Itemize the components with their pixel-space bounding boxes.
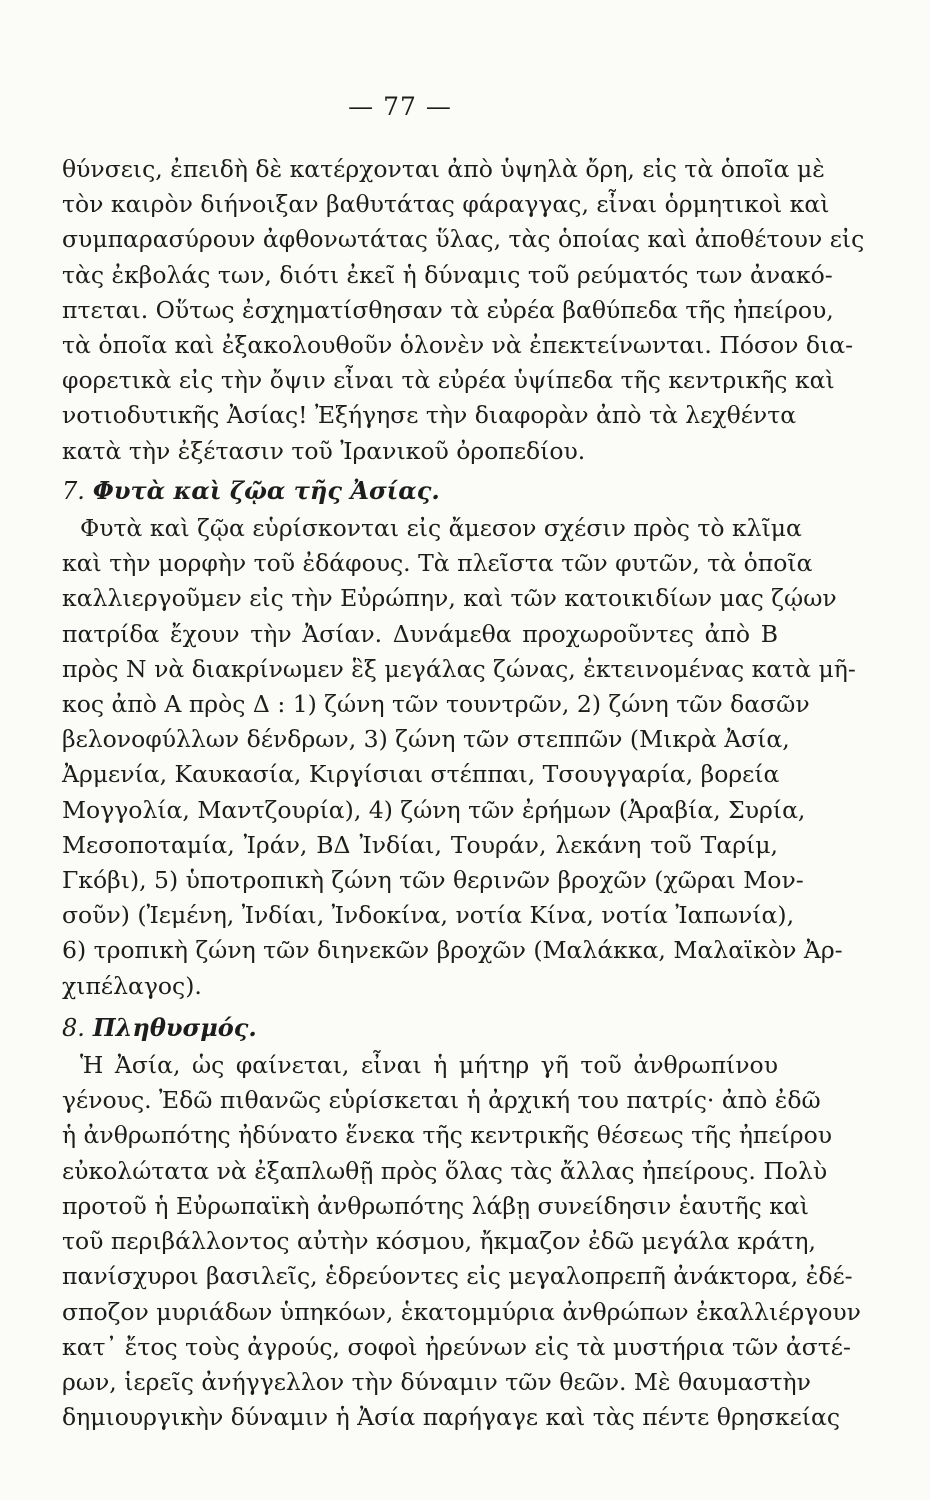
text-line: καὶ τὴν μορφὴν τοῦ ἐδάφους. Τὰ πλεῖστα τῶν φυτῶν, τὰ ὁποῖα bbox=[62, 549, 813, 578]
section-heading-8 bbox=[62, 1010, 778, 1046]
page-body bbox=[62, 152, 865, 1435]
text-line: πρὸς Ν νὰ διακρίνωμεν ἓξ μεγάλας ζώνας, ἐκτεινομένας κατὰ μῆ- bbox=[62, 654, 856, 683]
page-number: — 77 — bbox=[348, 92, 452, 121]
text-line: γένους. Ἐδῶ πιθανῶς εὑρίσκεται ἡ ἀρχική του πατρίς· ἀπὸ ἐδῶ bbox=[62, 1086, 821, 1115]
text-line: πτεται. Οὕτως ἐσχηματίσθησαν τὰ εὐρέα βαθύπεδα τῆς ἠπείρου, bbox=[62, 295, 834, 324]
text-line: Μογγολία, Μαντζουρία), 4) ζώνη τῶν ἐρήμων (Ἀραβία, Συρία, bbox=[62, 795, 806, 824]
text-line: φορετικὰ εἰς τὴν ὄψιν εἶναι τὰ εὐρέα ὑψίπεδα τῆς κεντρικῆς καὶ bbox=[62, 366, 835, 395]
text-line: καλλιεργοῦμεν εἰς τὴν Εὐρώπην, καὶ τῶν κατοικιδίων μας ζῴων bbox=[62, 584, 837, 613]
text-line: τοῦ περιβάλλοντος αὐτὴν κόσμου, ἤκμαζον ἐδῶ μεγάλα κράτη, bbox=[62, 1227, 816, 1256]
text-line: Γκόβι), 5) ὑποτροπικὴ ζώνη τῶν θερινῶν βροχῶν (χῶραι Μον- bbox=[62, 866, 804, 895]
text-line: ρων, ἱερεῖς ἀνήγγελλον τὴν δύναμιν τῶν θεῶν. Μὲ θαυμαστὴν bbox=[62, 1367, 811, 1396]
text-line: Φυτὰ καὶ ζῷα εὑρίσκονται εἰς ἄμεσον σχέσιν πρὸς τὸ κλῖμα bbox=[80, 514, 802, 543]
section-number: 8. bbox=[62, 1013, 85, 1042]
section-title: Πληθυσμός. bbox=[92, 1012, 257, 1042]
section-title: Φυτὰ καὶ ζῷα τῆς Ἀσίας. bbox=[92, 475, 440, 505]
section-number: 7. bbox=[62, 476, 85, 505]
text-line: συμπαρασύρουν ἀφθονωτάτας ὕλας, τὰς ὁποίας καὶ ἀποθέτουν εἰς bbox=[62, 225, 865, 254]
text-line: πανίσχυροι βασιλεῖς, ἑδρεύοντες εἰς μεγαλοπρεπῆ ἀνάκτορα, ἐδέ- bbox=[62, 1262, 853, 1291]
text-line: τὸν καιρὸν διήνοιξαν βαθυτάτας φάραγγας, εἶναι ὁρμητικοὶ καὶ bbox=[62, 190, 830, 219]
text-line: Ἡ Ἀσία, ὡς φαίνεται, εἶναι ἡ μήτηρ γῆ τοῦ ἀνθρωπίνου bbox=[80, 1051, 778, 1080]
text-line: τὰς ἐκβολάς των, διότι ἐκεῖ ἡ δύναμις τοῦ ρεύματός των ἀνακό- bbox=[62, 260, 833, 289]
text-line: κατὰ τὴν ἐξέτασιν τοῦ Ἰρανικοῦ ὀροπεδίου. bbox=[62, 436, 586, 465]
text-line: σοῦν) (Ἰεμένη, Ἰνδίαι, Ἰνδοκίνα, νοτία Κίνα, νοτία Ἰαπωνία), bbox=[62, 901, 795, 930]
text-line: νοτιοδυτικῆς Ἀσίας! Ἐξήγησε τὴν διαφορὰν ἀπὸ τὰ λεχθέντα bbox=[62, 401, 797, 430]
text-line: κος ἀπὸ Α πρὸς Δ : 1) ζώνη τῶν τουντρῶν, 2) ζώνη τῶν δασῶν bbox=[62, 690, 810, 719]
text-line: προτοῦ ἡ Εὐρωπαϊκὴ ἀνθρωπότης λάβῃ συνείδησιν ἑαυτῆς καὶ bbox=[62, 1191, 810, 1220]
text-line: Μεσοποταμία, Ἰράν, ΒΔ Ἰνδίαι, Τουράν, λεκάνη τοῦ Ταρίμ, bbox=[62, 830, 778, 859]
text-line: Ἀρμενία, Καυκασία, Κιργίσιαι στέππαι, Τσουγγαρία, βορεία bbox=[62, 760, 780, 789]
text-line: δημιουργικὴν δύναμιν ἡ Ἀσία παρήγαγε καὶ τὰς πέντε θρησκείας bbox=[62, 1403, 840, 1432]
section-heading-7 bbox=[62, 473, 778, 509]
text-line: βελονοφύλλων δένδρων, 3) ζώνη τῶν στεππῶν (Μικρὰ Ἀσία, bbox=[62, 725, 790, 754]
text-line: πατρίδα ἔχουν τὴν Ἀσίαν. Δυνάμεθα προχωροῦντες ἀπὸ Β bbox=[62, 619, 778, 648]
text-line: ἡ ἀνθρωπότης ἠδύνατο ἕνεκα τῆς κεντρικῆς θέσεως τῆς ἠπείρου bbox=[62, 1121, 833, 1150]
text-line: τὰ ὁποῖα καὶ ἐξακολουθοῦν ὁλονὲν νὰ ἐπεκτείνωνται. Πόσον δια- bbox=[62, 331, 854, 360]
text-line: κατ᾿ ἔτος τοὺς ἀγρούς, σοφοὶ ἠρεύνων εἰς τὰ μυστήρια τῶν ἀστέ- bbox=[62, 1332, 851, 1361]
text-line: θύνσεις, ἐπειδὴ δὲ κατέρχονται ἀπὸ ὑψηλὰ ὄρη, εἰς τὰ ὁποῖα μὲ bbox=[62, 155, 825, 183]
text-line: σποζον μυριάδων ὑπηκόων, ἑκατομμύρια ἀνθρώπων ἐκαλλιέργουν bbox=[62, 1297, 861, 1326]
text-line: χιπέλαγος). bbox=[62, 971, 202, 1000]
text-line: 6) τροπικὴ ζώνη τῶν διηνεκῶν βροχῶν (Μαλάκκα, Μαλαϊκὸν Ἀρ- bbox=[62, 936, 843, 965]
text-line: εὐκολώτατα νὰ ἐξαπλωθῇ πρὸς ὅλας τὰς ἄλλας ἠπείρους. Πολὺ bbox=[62, 1156, 828, 1185]
